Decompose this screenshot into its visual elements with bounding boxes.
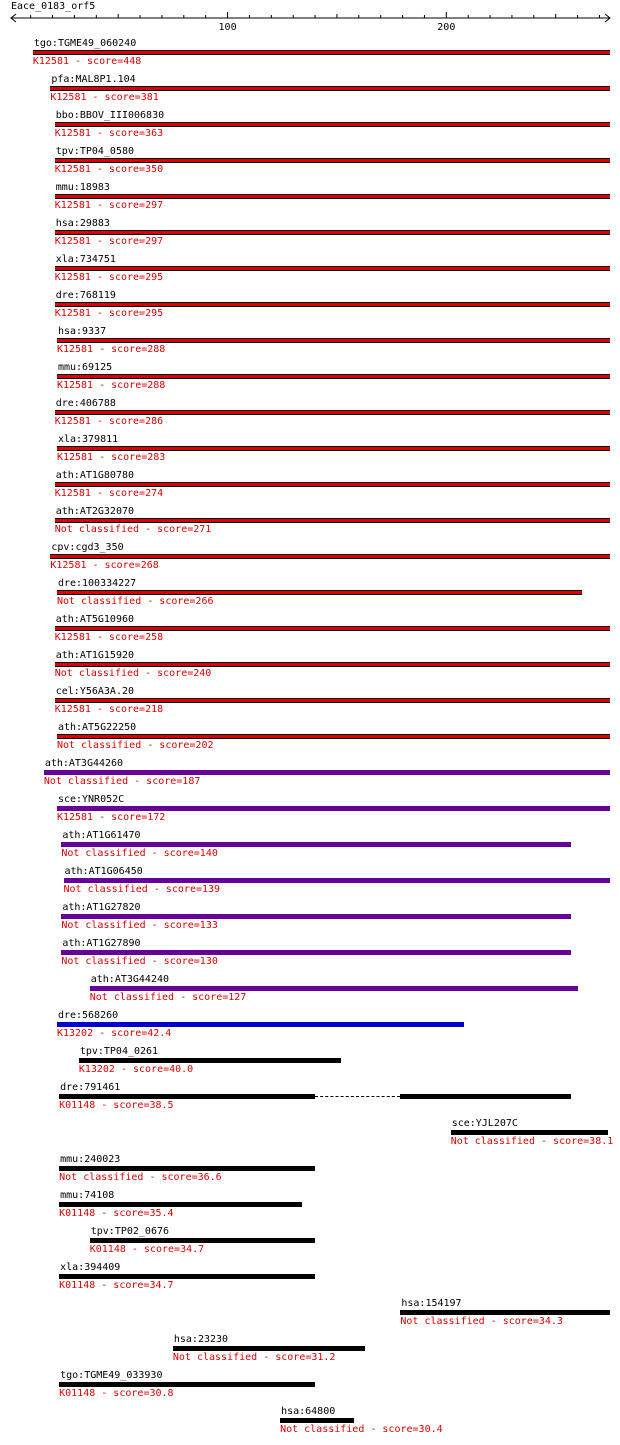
- hit-score-label: [55, 668, 212, 679]
- hit-gene-link[interactable]: cel:Y56A3A.20: [55, 686, 135, 697]
- score-separator: - score=: [90, 416, 146, 427]
- hit-gene-link[interactable]: ath:AT1G61470: [62, 830, 141, 841]
- hit-alignment-bar[interactable]: [55, 194, 610, 199]
- hit-alignment-bar[interactable]: [57, 806, 610, 811]
- hit-score-label: [55, 308, 163, 319]
- hit-ko-link[interactable]: K12581: [56, 452, 94, 463]
- hit-ko-link[interactable]: Not classified: [450, 1136, 535, 1147]
- hit-row-2: [0, 74, 620, 110]
- hit-ko-link[interactable]: K12581: [56, 812, 94, 823]
- hit-gene-link[interactable]: ath:AT1G27890: [62, 938, 141, 949]
- hit-score-value: 30.8: [149, 1388, 174, 1399]
- hit-alignment-bar[interactable]: [55, 626, 610, 631]
- hit-row-3: [0, 110, 620, 146]
- hit-ko-link[interactable]: K01148: [59, 1280, 96, 1291]
- hit-gene-link[interactable]: sce:YNR052C: [57, 794, 125, 805]
- score-separator: - score=: [147, 884, 202, 895]
- score-separator: - score=: [95, 1208, 150, 1219]
- hit-alignment-bar[interactable]: [173, 1346, 366, 1351]
- hit-gene-link[interactable]: sce:YJL207C: [451, 1118, 518, 1129]
- hit-row-9: [0, 326, 620, 362]
- hit-score-value: 133: [199, 920, 218, 931]
- hit-ko-link[interactable]: K12581: [50, 560, 87, 571]
- hit-ko-link[interactable]: K01148: [59, 1100, 96, 1111]
- hit-gene-link[interactable]: ath:AT5G10960: [55, 614, 135, 625]
- hit-ko-link[interactable]: K01148: [59, 1208, 96, 1219]
- hit-score-value: 127: [228, 992, 247, 1003]
- hit-row-33: [0, 1190, 620, 1226]
- hit-ko-link[interactable]: K12581: [54, 488, 91, 499]
- hit-score-label: [55, 704, 163, 715]
- hit-row-34: [0, 1226, 620, 1262]
- hit-score-label: [59, 1100, 173, 1111]
- hit-ko-link[interactable]: Not classified: [63, 884, 148, 895]
- hit-alignment-bar[interactable]: [59, 1166, 315, 1171]
- ruler-tick-label: 200: [437, 22, 456, 30]
- hit-score-value: 42.4: [147, 1028, 172, 1039]
- hit-row-29: [0, 1046, 620, 1082]
- hit-score-label: [57, 740, 214, 751]
- hit-score-label: [55, 236, 163, 247]
- hit-score-value: 130: [199, 956, 218, 967]
- hit-score-label: [44, 776, 201, 787]
- hit-alignment-bar[interactable]: [55, 410, 610, 415]
- hit-alignment-bar[interactable]: [280, 1418, 354, 1423]
- hit-score-label: [64, 884, 221, 895]
- hit-gene-link[interactable]: ath:AT5G22250: [57, 722, 137, 733]
- hit-row-30: [0, 1082, 620, 1118]
- hit-row-37: [0, 1334, 620, 1370]
- hit-ko-link[interactable]: K12581: [54, 632, 91, 643]
- hit-alignment-bar[interactable]: [55, 266, 610, 271]
- hit-gene-link[interactable]: ath:AT1G06450: [64, 866, 143, 877]
- hit-alignment-bar[interactable]: [55, 518, 610, 523]
- score-separator: - score=: [141, 740, 196, 751]
- hit-score-label: [55, 272, 163, 283]
- hit-gene-link[interactable]: ath:AT1G27820: [62, 902, 141, 913]
- hit-gene-link[interactable]: tpv:TP02_0676: [90, 1226, 170, 1237]
- score-separator: - score=: [90, 488, 146, 499]
- hit-score-value: 140: [199, 848, 218, 859]
- hit-gene-link[interactable]: ath:AT3G44260: [44, 758, 124, 769]
- hit-row-1: [0, 38, 620, 74]
- hit-ko-link[interactable]: Not classified: [172, 1352, 258, 1363]
- hit-alignment-bar[interactable]: [57, 590, 582, 595]
- hit-score-label: [55, 488, 163, 499]
- hit-gene-link[interactable]: mmu:240023: [60, 1154, 121, 1165]
- hit-gene-link[interactable]: mmu:69125: [57, 362, 113, 373]
- hit-alignment-bar[interactable]: [61, 914, 571, 919]
- hit-row-11: [0, 398, 620, 434]
- hit-gene-link[interactable]: dre:768119: [55, 290, 116, 301]
- hit-row-24: [0, 866, 620, 902]
- hit-alignment-bar[interactable]: [59, 1094, 315, 1099]
- hit-alignment-bar-segment[interactable]: [400, 1094, 571, 1099]
- hit-row-15: [0, 542, 620, 578]
- hit-ko-link[interactable]: K01148: [59, 1388, 96, 1399]
- score-separator: - score=: [93, 1028, 148, 1039]
- hit-ko-link[interactable]: Not classified: [61, 848, 146, 859]
- hit-score-value: 172: [147, 812, 166, 823]
- hit-alignment-bar[interactable]: [55, 230, 610, 235]
- hit-score-value: 38.1: [589, 1136, 614, 1147]
- hit-gene-link[interactable]: dre:406788: [55, 398, 116, 409]
- hit-score-label: [61, 956, 218, 967]
- hit-row-14: [0, 506, 620, 542]
- hit-score-value: 258: [145, 632, 164, 643]
- hit-score-label: [57, 1028, 171, 1039]
- hit-row-16: [0, 578, 620, 614]
- score-separator: - score=: [86, 560, 141, 571]
- hit-row-10: [0, 362, 620, 398]
- hit-ko-link[interactable]: Not classified: [56, 740, 142, 751]
- hit-ko-link[interactable]: K12581: [54, 272, 91, 283]
- hit-alignment-bar[interactable]: [57, 734, 610, 739]
- hit-score-label: [400, 1316, 563, 1327]
- hit-alignment-bar[interactable]: [59, 1202, 302, 1207]
- hit-score-label: [57, 452, 165, 463]
- hit-ko-link[interactable]: Not classified: [89, 992, 175, 1003]
- hit-gene-link[interactable]: tgo:TGME49_060240: [33, 38, 137, 49]
- hit-gene-link[interactable]: hsa:64800: [281, 1406, 336, 1417]
- hit-score-value: 295: [145, 272, 164, 283]
- hit-ko-link[interactable]: K12581: [54, 704, 91, 715]
- hit-ko-link[interactable]: K12581: [50, 92, 87, 103]
- hit-score-value: 271: [193, 524, 212, 535]
- hit-score-value: 288: [147, 344, 166, 355]
- hit-score-label: [55, 200, 163, 211]
- hit-row-6: [0, 218, 620, 254]
- hit-ko-link[interactable]: Not classified: [400, 1316, 485, 1327]
- hit-score-value: 363: [145, 128, 164, 139]
- score-separator: - score=: [90, 632, 146, 643]
- hit-row-38: [0, 1370, 620, 1406]
- hit-alignment-bar[interactable]: [55, 482, 610, 487]
- hit-gene-link[interactable]: mmu:18983: [55, 182, 110, 193]
- hit-score-value: 34.3: [538, 1316, 563, 1327]
- score-separator: - score=: [93, 812, 148, 823]
- score-separator: - score=: [90, 236, 146, 247]
- hit-score-label: [57, 812, 165, 823]
- hit-score-label: [55, 416, 163, 427]
- score-separator: - score=: [145, 956, 200, 967]
- hit-gene-link[interactable]: hsa:29883: [55, 218, 110, 229]
- hit-gene-link[interactable]: xla:394409: [60, 1262, 121, 1273]
- hit-alignment-bar[interactable]: [59, 1274, 315, 1279]
- hit-score-value: 218: [145, 704, 164, 715]
- hit-score-label: [451, 1136, 614, 1147]
- hit-score-label: [55, 128, 163, 139]
- hit-score-label: [59, 1172, 222, 1183]
- hit-ko-link[interactable]: K12581: [56, 380, 94, 391]
- hit-score-value: 266: [195, 596, 214, 607]
- score-separator: - score=: [90, 308, 146, 319]
- hit-score-label: [50, 560, 158, 571]
- score-separator: - score=: [69, 56, 124, 67]
- hit-row-22: [0, 794, 620, 830]
- hit-gene-link[interactable]: hsa:23230: [173, 1334, 229, 1345]
- score-separator: - score=: [95, 1100, 150, 1111]
- hit-gene-link[interactable]: ath:AT1G15920: [55, 650, 135, 661]
- hit-gene-link[interactable]: ath:AT2G32070: [55, 506, 135, 517]
- hit-gene-link[interactable]: ath:AT3G44240: [90, 974, 170, 985]
- hit-ko-link[interactable]: Not classified: [61, 920, 146, 931]
- hit-ko-link[interactable]: Not classified: [54, 524, 140, 535]
- hit-row-31: [0, 1118, 620, 1154]
- hit-row-4: [0, 146, 620, 182]
- score-separator: - score=: [90, 200, 146, 211]
- hit-row-23: [0, 830, 620, 866]
- hit-gene-link[interactable]: tgo:TGME49_033930: [60, 1370, 163, 1381]
- score-separator: - score=: [86, 92, 141, 103]
- hit-score-label: [59, 1280, 173, 1291]
- hit-ko-link[interactable]: K12581: [54, 128, 91, 139]
- hit-gap-line: [315, 1096, 400, 1097]
- hit-row-17: [0, 614, 620, 650]
- hit-alignment-bar[interactable]: [451, 1130, 609, 1135]
- score-separator: - score=: [534, 1136, 590, 1147]
- hit-score-value: 297: [145, 200, 164, 211]
- score-separator: - score=: [141, 596, 196, 607]
- score-separator: - score=: [125, 1244, 181, 1255]
- hit-row-39: [0, 1406, 620, 1442]
- hit-row-32: [0, 1154, 620, 1190]
- hit-row-5: [0, 182, 620, 218]
- hit-ko-link[interactable]: Not classified: [59, 1172, 144, 1183]
- hit-alignment-bar[interactable]: [33, 50, 610, 55]
- hit-score-label: [61, 848, 218, 859]
- hit-alignment-bar[interactable]: [50, 554, 610, 559]
- hit-gene-link[interactable]: pfa:MAL8P1.104: [51, 74, 136, 85]
- hit-score-value: 40.0: [169, 1064, 194, 1075]
- hit-alignment-bar[interactable]: [64, 878, 611, 883]
- ruler-tick-label: 100: [218, 22, 237, 30]
- hit-row-28: [0, 1010, 620, 1046]
- hit-row-7: [0, 254, 620, 290]
- score-separator: - score=: [93, 344, 148, 355]
- hit-score-value: 34.7: [180, 1244, 205, 1255]
- hit-score-value: 30.4: [418, 1424, 443, 1435]
- hit-score-label: [57, 380, 165, 391]
- hit-alignment-bar[interactable]: [55, 662, 610, 667]
- hit-row-27: [0, 974, 620, 1010]
- hit-ko-link[interactable]: Not classified: [56, 596, 142, 607]
- hit-alignment-bar[interactable]: [55, 122, 610, 127]
- hit-alignment-bar[interactable]: [57, 1022, 464, 1027]
- hit-alignment-bar[interactable]: [59, 1382, 315, 1387]
- hit-alignment-bar[interactable]: [90, 1238, 315, 1243]
- score-separator: - score=: [484, 1316, 539, 1327]
- hit-ko-link[interactable]: K13202: [56, 1028, 94, 1039]
- score-separator: - score=: [257, 1352, 312, 1363]
- hit-score-value: 286: [145, 416, 164, 427]
- score-separator: - score=: [93, 452, 148, 463]
- hit-gene-link[interactable]: dre:568260: [57, 1010, 119, 1021]
- hit-row-25: [0, 902, 620, 938]
- hit-score-value: 288: [147, 380, 166, 391]
- score-separator: - score=: [139, 524, 194, 535]
- hit-ko-link[interactable]: K12581: [54, 236, 91, 247]
- score-separator: - score=: [174, 992, 229, 1003]
- hit-alignment-bar[interactable]: [50, 86, 610, 91]
- hit-score-value: 274: [145, 488, 164, 499]
- hit-row-36: [0, 1298, 620, 1334]
- hit-score-value: 297: [145, 236, 164, 247]
- hit-score-value: 283: [147, 452, 166, 463]
- hit-score-value: 295: [145, 308, 164, 319]
- hit-score-label: [61, 920, 218, 931]
- hit-alignment-bar[interactable]: [90, 986, 578, 991]
- hit-score-value: 31.2: [311, 1352, 336, 1363]
- hit-score-label: [50, 92, 158, 103]
- hit-score-value: 36.6: [197, 1172, 222, 1183]
- hit-alignment-bar[interactable]: [44, 770, 610, 775]
- hit-score-value: 139: [201, 884, 221, 895]
- hit-row-8: [0, 290, 620, 326]
- hit-score-value: 35.4: [149, 1208, 174, 1219]
- hit-score-label: [90, 1244, 204, 1255]
- hit-alignment-bar[interactable]: [55, 698, 610, 703]
- hit-score-label: [33, 56, 141, 67]
- hit-row-35: [0, 1262, 620, 1298]
- hit-score-label: [55, 524, 212, 535]
- hit-gene-link[interactable]: xla:734751: [55, 254, 116, 265]
- hit-score-label: [57, 596, 214, 607]
- hit-row-20: [0, 722, 620, 758]
- score-separator: - score=: [93, 380, 148, 391]
- score-separator: - score=: [145, 848, 200, 859]
- hit-score-label: [55, 632, 163, 643]
- hit-score-label: [59, 1388, 173, 1399]
- score-separator: - score=: [139, 668, 194, 679]
- ruler-ticks: [31, 12, 600, 30]
- hit-score-value: 202: [195, 740, 214, 751]
- hit-row-19: [0, 686, 620, 722]
- query-gene-title: Eace_0183_orf5: [11, 1, 96, 12]
- score-separator: - score=: [95, 1280, 150, 1291]
- hit-alignment-bar[interactable]: [57, 446, 610, 451]
- hit-alignment-bar[interactable]: [400, 1310, 610, 1315]
- hit-row-18: [0, 650, 620, 686]
- score-separator: - score=: [128, 776, 183, 787]
- hit-gene-link[interactable]: ath:AT1G80780: [55, 470, 135, 481]
- score-separator: - score=: [90, 128, 146, 139]
- hit-ko-link[interactable]: K12581: [54, 416, 91, 427]
- hit-score-label: [280, 1424, 443, 1435]
- hit-alignment-bar[interactable]: [57, 374, 610, 379]
- hit-row-12: [0, 434, 620, 470]
- hit-score-value: 381: [140, 92, 159, 103]
- hit-alignment-bar[interactable]: [57, 338, 610, 343]
- hit-alignment-bar[interactable]: [55, 158, 610, 163]
- hit-ko-link[interactable]: K12581: [54, 164, 91, 175]
- hit-score-value: 268: [140, 560, 159, 571]
- hit-ko-link[interactable]: K12581: [54, 200, 91, 211]
- score-separator: - score=: [90, 704, 146, 715]
- hit-score-value: 38.5: [149, 1100, 174, 1111]
- hit-ko-link[interactable]: Not classified: [61, 956, 146, 967]
- score-separator: - score=: [95, 1388, 150, 1399]
- hit-gene-link[interactable]: tpv:TP04_0261: [79, 1046, 159, 1057]
- score-separator: - score=: [143, 1172, 198, 1183]
- hit-gene-link[interactable]: bbo:BBOV_III006830: [55, 110, 165, 121]
- hit-score-label: [55, 164, 163, 175]
- hit-gene-link[interactable]: dre:100334227: [57, 578, 137, 589]
- hit-ko-link[interactable]: K12581: [56, 344, 94, 355]
- hit-score-value: 350: [145, 164, 164, 175]
- hit-gene-link[interactable]: cpv:cgd3_350: [51, 542, 124, 553]
- hit-gene-link[interactable]: hsa:9337: [57, 326, 107, 337]
- hit-score-label: [79, 1064, 193, 1075]
- hit-ko-link[interactable]: K12581: [32, 56, 69, 67]
- hit-alignment-bar[interactable]: [79, 1058, 342, 1063]
- hit-ko-link[interactable]: K13202: [78, 1064, 115, 1075]
- score-separator: - score=: [145, 920, 200, 931]
- hit-score-label: [59, 1208, 173, 1219]
- hit-score-label: [173, 1352, 336, 1363]
- hit-gene-link[interactable]: mmu:74108: [60, 1190, 115, 1201]
- hit-score-value: 448: [123, 56, 142, 67]
- hit-alignment-bar[interactable]: [61, 842, 571, 847]
- hit-score-label: [57, 344, 165, 355]
- hit-ko-link[interactable]: K12581: [54, 308, 91, 319]
- hit-ko-link[interactable]: Not classified: [43, 776, 129, 787]
- score-separator: - score=: [364, 1424, 419, 1435]
- hit-score-value: 34.7: [149, 1280, 174, 1291]
- hit-row-13: [0, 470, 620, 506]
- hit-gene-link[interactable]: dre:791461: [60, 1082, 121, 1093]
- hit-row-21: [0, 758, 620, 794]
- hit-alignment-bar[interactable]: [55, 302, 610, 307]
- hit-score-value: 240: [193, 668, 212, 679]
- hit-gene-link[interactable]: xla:379811: [57, 434, 119, 445]
- score-separator: - score=: [114, 1064, 170, 1075]
- hit-gene-link[interactable]: hsa:154197: [401, 1298, 462, 1309]
- hit-gene-link[interactable]: tpv:TP04_0580: [55, 146, 135, 157]
- hit-row-26: [0, 938, 620, 974]
- hit-ko-link[interactable]: Not classified: [280, 1424, 365, 1435]
- score-separator: - score=: [90, 272, 146, 283]
- hit-score-label: [90, 992, 247, 1003]
- hit-score-value: 187: [182, 776, 201, 787]
- hit-ko-link[interactable]: K01148: [89, 1244, 126, 1255]
- score-separator: - score=: [90, 164, 146, 175]
- hit-ko-link[interactable]: Not classified: [54, 668, 140, 679]
- hit-alignment-bar[interactable]: [61, 950, 571, 955]
